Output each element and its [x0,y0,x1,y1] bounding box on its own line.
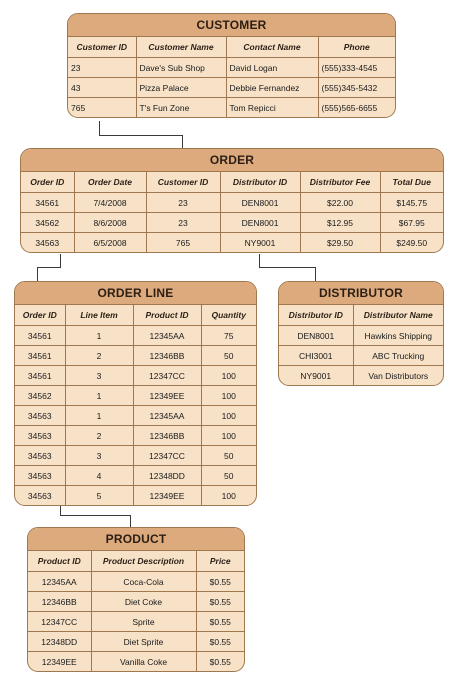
distributor-row [279,346,443,366]
order-line-table-title: ORDER LINE [15,282,256,305]
order-line-cell: 34563 [15,426,65,446]
product-row [28,612,244,632]
order-line-cell: 50 [201,466,256,486]
product-cell: Vanilla Coke [91,652,196,672]
product-table-title: PRODUCT [28,528,244,551]
order-cell: 23 [146,193,220,213]
order-cell: DEN8001 [220,213,300,233]
order-line-cell: 5 [65,486,133,506]
order-column-header: Customer ID [146,172,220,193]
order-line-cell: 1 [65,406,133,426]
order-cell: $12.95 [300,213,380,233]
order-line-cell: 4 [65,466,133,486]
order-line-cell: 34563 [15,446,65,466]
order-line-cell: 1 [65,386,133,406]
order-line-cell: 100 [201,366,256,386]
distributor-cell: Van Distributors [368,370,429,381]
order-line-cell: 12349EE [133,486,201,506]
customer-order-connector-drop [182,135,183,149]
order-cell: 6/5/2008 [74,233,146,253]
order-cell: NY9001 [220,233,300,253]
customer-column-header: Customer Name [136,37,226,58]
order-line-cell: 34562 [15,386,65,406]
distributor-column-header: Distributor ID [279,305,353,326]
product-header-row [28,551,244,572]
product-cell: $0.55 [196,572,244,592]
order-distributor-connector [259,254,316,268]
customer-cell: (555)333-4545 [318,58,395,78]
distributor-cell: CHI3001 [279,346,353,366]
distributor-cell: DEN8001 [279,326,353,346]
order-line-row [15,466,256,486]
product-row [28,592,244,612]
order-line-header-row [15,305,256,326]
order-row [21,233,443,253]
customer-cell: Debbie Fernandez [226,78,318,98]
customer-cell: (555)345-5432 [318,78,395,98]
order-line-cell: 2 [65,346,133,366]
customer-cell: T's Fun Zone [136,98,226,118]
order-line-cell: 100 [201,386,256,406]
distributor-table [278,281,444,386]
order-line-cell: 12345AA [133,406,201,426]
order-line-cell: 34561 [15,366,65,386]
product-row [28,632,244,652]
order-line-cell: 12346BB [133,426,201,446]
distributor-table-title: DISTRIBUTOR [279,282,443,305]
customer-column-header: Phone [318,37,395,58]
order-line-row [15,366,256,386]
product-column-header: Product Description [91,551,196,572]
customer-cell: 23 [68,58,136,78]
customer-row [68,98,395,118]
customer-cell: Tom Repicci [226,98,318,118]
order-line-cell: 12346BB [133,346,201,366]
customer-header-row [68,37,395,58]
customer-column-header: Customer ID [68,37,136,58]
product-table [27,527,245,672]
customer-table-title: CUSTOMER [68,14,395,37]
order-column-header: Distributor ID [220,172,300,193]
distributor-cell: ABC Trucking [353,346,443,366]
product-cell: $0.55 [209,656,231,667]
product-row [28,652,244,672]
order-line-cell: 34563 [15,466,65,486]
order-line-cell: 50 [201,446,256,466]
order-cell: 34562 [21,213,74,233]
product-cell: Coca-Cola [91,572,196,592]
order-cell: 7/4/2008 [74,193,146,213]
order-line-cell: 1 [65,326,133,346]
order-column-header: Order ID [21,172,74,193]
order-row [21,213,443,233]
order-line-column-header: Product ID [133,305,201,326]
orderline-product-connector-h [60,515,130,516]
order-line-cell: 100 [201,406,256,426]
distributor-row [279,366,443,386]
distributor-cell: NY9001 [279,366,353,386]
order-cell: $249.50 [396,237,428,248]
order-line-cell: 12349EE [133,386,201,406]
order-column-header: Distributor Fee [300,172,380,193]
order-line-cell: 2 [65,426,133,446]
product-cell: $0.55 [196,632,244,652]
distributor-cell: Hawkins Shipping [353,326,443,346]
order-line-cell: 12348DD [133,466,201,486]
order-line-row [15,446,256,466]
order-cell: $67.95 [380,213,443,233]
order-line-row [15,326,256,346]
order-cell: DEN8001 [220,193,300,213]
order-cell: 23 [146,213,220,233]
order-table [20,148,444,253]
order-cell: 34563 [21,233,74,253]
product-cell: Diet Sprite [91,632,196,652]
product-cell: 12345AA [28,572,91,592]
order-line-cell: 34563 [15,486,65,506]
order-line-cell: 3 [65,366,133,386]
product-cell: 12347CC [28,612,91,632]
customer-cell: (555)565-6655 [321,102,378,113]
customer-cell: Pizza Palace [136,78,226,98]
product-row [28,572,244,592]
order-line-cell: 12345AA [133,326,201,346]
order-column-header: Total Due [380,172,443,193]
product-cell: 12348DD [28,632,91,652]
order-cell: $145.75 [380,193,443,213]
order-line-cell: 3 [65,446,133,466]
customer-cell: David Logan [226,58,318,78]
product-cell: 12349EE [28,652,91,672]
order-cell: $29.50 [300,233,380,253]
order-line-row [15,386,256,406]
distributor-column-header: Distributor Name [353,305,443,326]
customer-row [68,58,395,78]
order-line-cell: 100 [221,490,236,501]
order-line-cell: 75 [201,326,256,346]
customer-order-connector [99,121,183,136]
order-column-header: Order Date [74,172,146,193]
order-distributor-connector-drop [315,267,316,282]
order-cell: 765 [146,233,220,253]
order-line-cell: 50 [201,346,256,366]
order-line-cell: 34563 [15,406,65,426]
order-orderline-connector-drop [37,267,38,282]
customer-row [68,78,395,98]
order-line-cell: 12347CC [133,446,201,466]
order-line-column-header: Order ID [15,305,65,326]
order-line-row [15,406,256,426]
product-column-header: Price [196,551,244,572]
product-cell: $0.55 [196,592,244,612]
order-line-cell: 12347CC [133,366,201,386]
order-line-table [14,281,257,506]
customer-cell: 765 [68,98,136,118]
distributor-row [279,326,443,346]
order-line-row [15,426,256,446]
customer-cell: 43 [68,78,136,98]
order-line-row [15,486,256,506]
order-row [21,193,443,213]
order-header-row [21,172,443,193]
product-cell: Sprite [91,612,196,632]
product-column-header: Product ID [28,551,91,572]
customer-table [67,13,396,118]
order-orderline-connector [37,254,61,268]
order-line-cell: 34561 [15,326,65,346]
order-line-cell: 100 [201,426,256,446]
product-cell: 12346BB [28,592,91,612]
order-cell: $22.00 [300,193,380,213]
product-cell: Diet Coke [91,592,196,612]
order-cell: 8/6/2008 [74,213,146,233]
order-line-column-header: Quantity [201,305,256,326]
order-line-cell: 34561 [15,346,65,366]
product-cell: $0.55 [196,612,244,632]
order-line-row [15,346,256,366]
order-line-column-header: Line Item [65,305,133,326]
order-cell: 34561 [21,193,74,213]
customer-column-header: Contact Name [226,37,318,58]
order-table-title: ORDER [21,149,443,172]
customer-cell: Dave's Sub Shop [136,58,226,78]
distributor-header-row [279,305,443,326]
